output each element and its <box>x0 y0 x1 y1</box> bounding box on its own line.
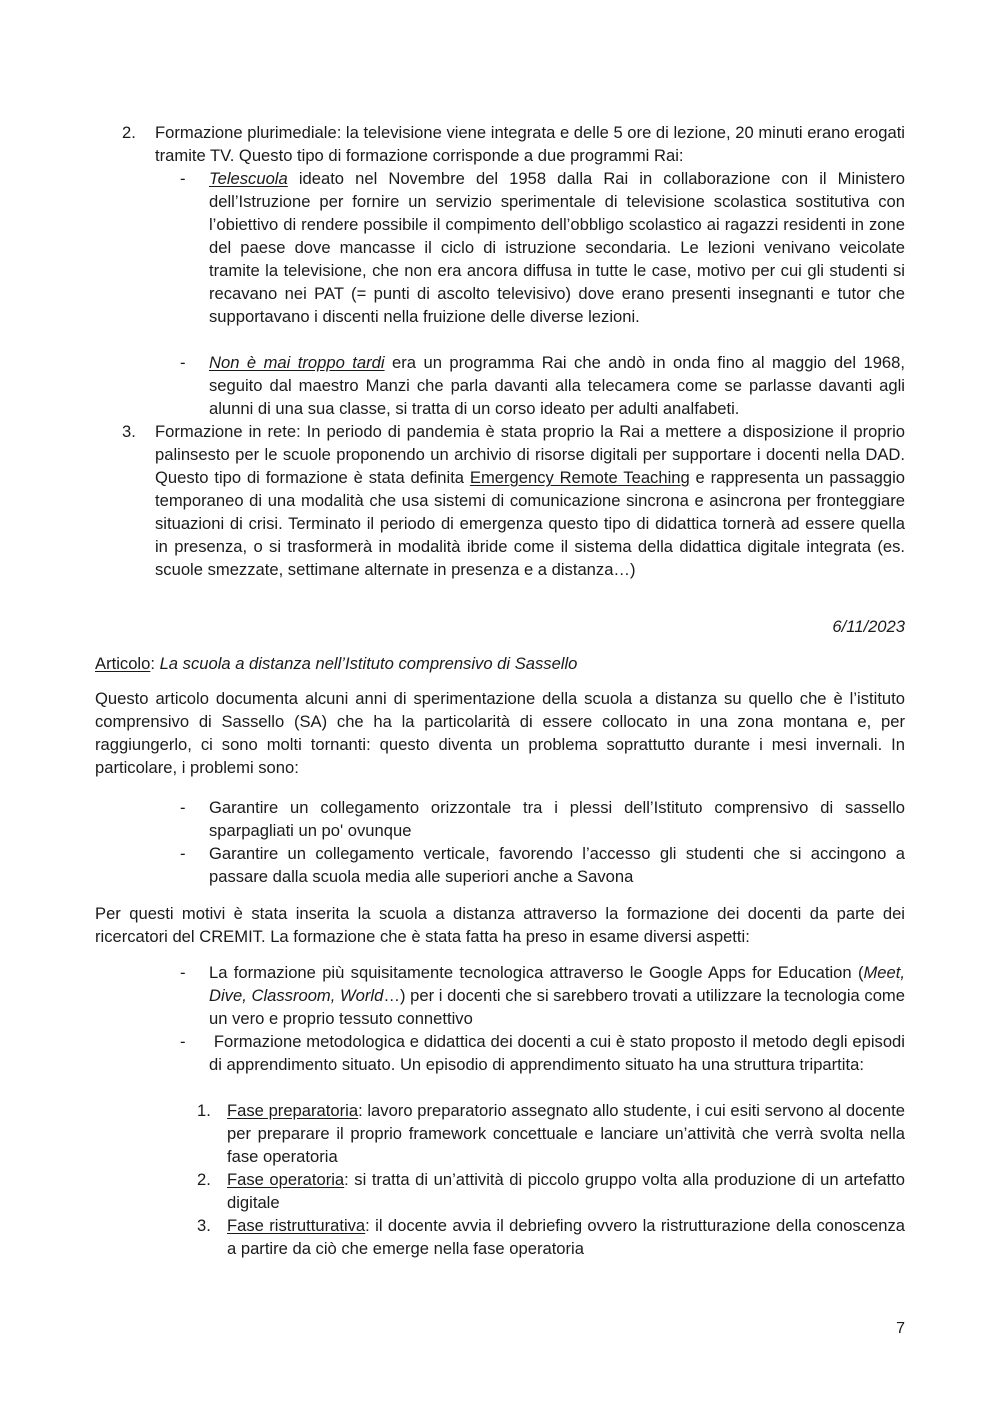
list-item-text: …) per i docenti che si sarebbero trovati a utilizzare la tecnologia come un vero e proprio tessuto connettivo <box>209 986 905 1028</box>
article-separator: : <box>150 654 160 673</box>
term-telescuola: Telescuola <box>209 169 288 188</box>
term-emergency-remote-teaching: Emergency Remote Teaching <box>469 468 690 487</box>
phase-text: : si tratta di un’attività di piccolo gruppo volta alla produzione di un artefatto digitale <box>227 1170 905 1212</box>
list-item-text: ideato nel Novembre del 1958 dalla Rai in collaborazione con il Ministero dell’Istruzione per fornire un servizio sperimentale di televisione scolastica sostitutiva con l’obiettivo di rendere possibile il compimento dell’obbligo scolastico ai ragazzi residenti in zone del paese dove mancasse il ciclo di istruzione secondaria. Le lezioni venivano veicolate tramite la televisione, che non era ancora diffusa in tutte le case, motivo per cui gli studenti si recavano nei PAT (= punti di ascolto televisivo) dove erano presenti insegnanti e tutor che supportavano i discenti nella fruizione delle diverse lezioni. <box>209 169 905 326</box>
article-title: La scuola a distanza nell’Istituto comprensivo di Sassello <box>159 654 578 673</box>
article-heading <box>95 652 905 675</box>
list-item-text: Garantire un collegamento verticale, favorendo l’accesso gli studenti che si accingono a passare dalla scuola media alle superiori anche a Savona <box>209 844 905 886</box>
list-item-telescuola <box>209 167 905 328</box>
list-number: 3. <box>122 422 136 441</box>
term-non-e-mai-troppo-tardi: Non è mai troppo tardi <box>209 353 385 372</box>
list-dash: - <box>180 798 186 817</box>
list-item-non-e-mai-troppo-tardi <box>209 351 905 420</box>
list-item-text: La formazione più squisitamente tecnologica attraverso le Google Apps for Education ( <box>209 963 864 982</box>
list-item-text: Formazione metodologica e didattica dei docenti a cui è stato proposto il metodo degli episodi di apprendimento situato. Un episodio di apprendimento situato ha una struttura tripartita: <box>209 1032 910 1074</box>
article-label: Articolo <box>95 654 151 673</box>
phase-ristrutturativa <box>227 1214 905 1260</box>
list-item-text: Formazione plurimediale: la televisione viene integrata e delle 5 ore di lezione, 20 minuti erano erogati tramite TV. Questo tipo di formazione corrisponde a due programmi Rai: <box>155 123 905 165</box>
list-dash: - <box>180 1032 186 1051</box>
paragraph: Per questi motivi è stata inserita la scuola a distanza attraverso la formazione dei docenti da parte dei ricercatori del CREMIT. La formazione che è stata fatta ha preso in esame diversi aspetti: <box>95 904 905 946</box>
list-item-tecnologica <box>209 961 905 1030</box>
list-dash: - <box>180 844 186 863</box>
list-number: 2. <box>197 1170 211 1189</box>
phase-term: Fase ristrutturativa <box>227 1216 366 1235</box>
date <box>705 615 905 638</box>
phase-text: : lavoro preparatorio assegnato allo studente, i cui esiti servono al docente per preparare il proprio framework concettuale e lanciare un’attività che verrà svolta nella fase operatoria <box>227 1101 905 1166</box>
phase-operatoria <box>227 1168 905 1214</box>
list-dash: - <box>180 963 186 982</box>
list-item-text: Formazione in rete: In periodo di pandemia è stata proprio la Rai a mettere a disposizione il proprio palinsesto per le scuole proponendo un archivio di risorse digitali per supportare i docenti nella DAD. Questo tipo di formazione è stata definita <box>155 422 905 487</box>
list-number: 3. <box>197 1216 211 1235</box>
phase-text: : il docente avvia il debriefing ovvero la ristrutturazione della conoscenza a partire da ciò che emerge nella fase operatoria <box>227 1216 906 1258</box>
phase-term: Fase operatoria <box>227 1170 345 1189</box>
page-number: 7 <box>896 1320 905 1337</box>
apps-list: Meet, Dive, Classroom, World <box>209 963 905 1005</box>
phase-term: Fase preparatoria <box>227 1101 359 1120</box>
list-number: 1. <box>197 1101 211 1120</box>
list-dash: - <box>180 353 186 372</box>
list-item-text: era un programma Rai che andò in onda fino al maggio del 1968, seguito dal maestro Manzi che parla davanti alla telecamera come se parlasse davanti agli alunni di una sua classe, si tratta di un corso ideato per adulti analfabeti. <box>209 353 905 418</box>
list-item-text: Garantire un collegamento orizzontale tra i plessi dell’Istituto comprensivo di sassello sparpagliati un po' ovunque <box>209 798 905 840</box>
paragraph: Questo articolo documenta alcuni anni di sperimentazione della scuola a distanza su quello che è l’istituto comprensivo di Sassello (SA) che ha la particolarità di essere collocato in una zona montana e, per raggiungerlo, ci sono molti tornanti: questo diventa un problema soprattutto durante i mesi invernali. In particolare, i problemi sono: <box>95 689 905 777</box>
list-item-text: e rappresenta un passaggio temporaneo di una modalità che usa sistemi di comunicazione sincrona e asincrona per fronteggiare situazioni di crisi. Terminato il periodo di emergenza questo tipo di didattica tornerà ad essere quella in presenza, o si trasformerà in modalità ibride come il sistema della didattica digitale integrata (es. scuole smezzate, settimane alternate in presenza e a distanza…) <box>155 468 905 579</box>
list-item-formazione-in-rete <box>155 420 905 581</box>
date-text: 6/11/2023 <box>832 617 905 636</box>
list-dash: - <box>180 169 186 188</box>
phase-preparatoria <box>227 1099 905 1168</box>
list-number: 2. <box>122 123 136 142</box>
